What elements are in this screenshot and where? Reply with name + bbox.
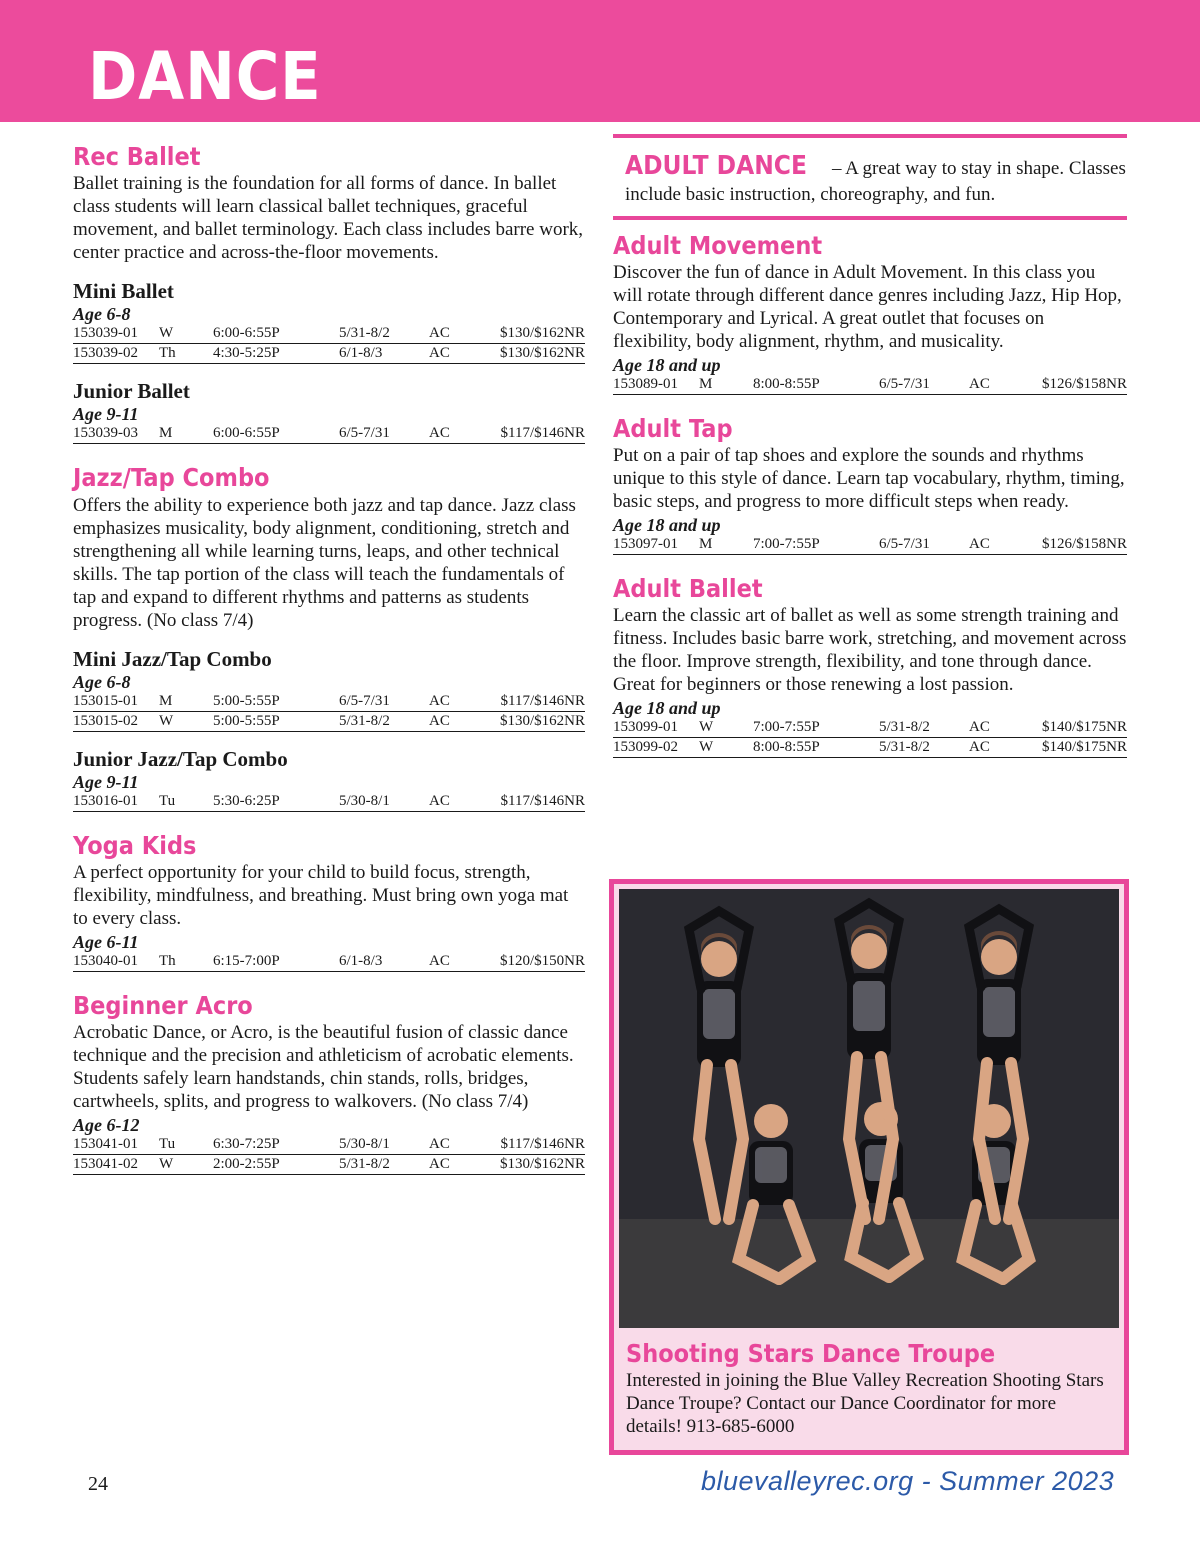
age-range: Age 9-11: [73, 771, 139, 792]
course-number: 153015-02: [73, 712, 138, 729]
section-title: Jazz/Tap Combo: [73, 463, 270, 493]
schedule-row: [73, 692, 585, 712]
troupe-caption: [626, 1338, 1116, 1438]
course-number: 153039-01: [73, 325, 138, 342]
fee: $140/$175NR: [1041, 739, 1127, 756]
time: 8:00-8:55P: [753, 739, 820, 756]
day: M: [699, 536, 713, 552]
time: 6:15-7:00P: [213, 952, 280, 969]
schedule-row: [613, 718, 1127, 738]
course-number: 153041-01: [73, 1136, 138, 1152]
location: AC: [429, 345, 450, 362]
age-range: Age 18 and up: [613, 354, 721, 375]
troupe-title: Shooting Stars Dance Troupe: [626, 1339, 996, 1368]
fee: $126/$158NR: [1041, 375, 1127, 392]
course-number: 153039-02: [73, 345, 138, 362]
class-section: [73, 462, 585, 811]
day: Th: [159, 952, 176, 969]
age-range: Age 9-11: [73, 404, 139, 425]
fee: $120/$150NR: [499, 952, 585, 969]
class-section: [613, 413, 1127, 555]
dates: 6/5-7/31: [339, 425, 390, 442]
location: AC: [429, 712, 450, 729]
age-range: Age 6-8: [73, 671, 131, 692]
time: 6:30-7:25P: [213, 1136, 280, 1152]
location: AC: [969, 719, 990, 736]
right-column: [613, 134, 1127, 776]
location: AC: [969, 536, 990, 552]
section-title: Adult Ballet: [613, 574, 763, 603]
class-group-title: Mini Jazz/Tap Combo: [73, 646, 272, 671]
class-section: [73, 141, 585, 444]
day: Tu: [159, 1136, 176, 1152]
age-range: Age 6-8: [73, 304, 131, 325]
fee: $117/$146NR: [500, 792, 585, 809]
section-title: Rec Ballet: [73, 142, 201, 171]
fee: $140/$175NR: [1041, 719, 1127, 736]
schedule-row: [73, 1135, 585, 1155]
schedule-row: [73, 324, 585, 344]
schedule-row: [73, 424, 585, 444]
fee: $126/$158NR: [1041, 536, 1127, 552]
course-number: 153015-01: [73, 692, 138, 709]
day: W: [699, 739, 714, 756]
location: AC: [429, 692, 450, 709]
troupe-feature: [609, 879, 1129, 1455]
location: AC: [969, 739, 990, 756]
dates: 5/31-8/2: [339, 1156, 390, 1172]
page-title: DANCE: [88, 38, 322, 115]
class-group-title: Junior Jazz/Tap Combo: [73, 746, 288, 771]
class-group-title: Mini Ballet: [73, 279, 174, 304]
time: 6:00-6:55P: [213, 425, 280, 442]
course-number: 153040-01: [73, 952, 138, 969]
page-number: 24: [88, 1473, 108, 1495]
time: 8:00-8:55P: [753, 375, 820, 392]
time: 2:00-2:55P: [213, 1156, 280, 1172]
course-number: 153099-02: [613, 739, 678, 756]
fee: $130/$162NR: [499, 345, 585, 362]
time: 4:30-5:25P: [213, 345, 280, 362]
location: AC: [969, 375, 990, 392]
location: AC: [429, 952, 450, 969]
course-number: 153016-01: [73, 792, 138, 809]
fee: $130/$162NR: [499, 712, 585, 729]
schedule-row: [73, 792, 585, 812]
schedule-row: [73, 712, 585, 732]
dates: 6/1-8/3: [339, 345, 383, 362]
schedule-row: [73, 952, 585, 972]
time: 6:00-6:55P: [213, 325, 280, 342]
dates: 5/31-8/2: [879, 739, 930, 756]
section-description: Discover the fun of dance in Adult Movement. In this class you will rotate through different dance genres including Jazz, Hip Hop, Contemporary and Lyrical. A great outlet that focuses on flexibility, body alignment, rhythm, and musicality.: [613, 261, 1122, 352]
left-column: [73, 141, 585, 1193]
day: W: [159, 712, 174, 729]
dates: 6/5-7/31: [339, 692, 390, 709]
class-section: [73, 830, 585, 972]
schedule-row: [73, 1155, 585, 1175]
course-number: 153099-01: [613, 719, 678, 736]
day: Th: [159, 345, 176, 362]
time: 5:00-5:55P: [213, 712, 280, 729]
age-range: Age 6-11: [73, 931, 139, 952]
day: W: [699, 719, 714, 736]
schedule-row: [613, 535, 1127, 555]
day: M: [159, 425, 173, 442]
class-section: [73, 990, 585, 1175]
dates: 6/1-8/3: [339, 952, 383, 969]
section-title: Beginner Acro: [73, 990, 253, 1020]
day: M: [159, 692, 173, 709]
section-description: Offers the ability to experience both jazz and tap dance. Jazz class emphasizes musicality, body alignment, conditioning, stretch and strengthening all while learning turns, leaps, and other technical skills. The tap portion of the class will teach the fundamentals of tap and expand to different rhythms and patterns as students progress. (No class 7/4): [73, 494, 576, 631]
location: AC: [429, 325, 450, 342]
age-range: Age 6-12: [73, 1115, 140, 1135]
section-description: A perfect opportunity for your child to build focus, strength, flexibility, mindfulness, and breathing. Must bring own yoga mat to every class.: [73, 861, 569, 929]
dates: 5/31-8/2: [339, 712, 390, 729]
section-description: Acrobatic Dance, or Acro, is the beautiful fusion of classic dance technique and the precision and athleticism of acrobatic elements. Students safely learn handstands, chin stands, rolls, bridges, cartwheels, splits, and progress to walkovers. (No class 7/4): [73, 1022, 574, 1112]
section-title: Yoga Kids: [73, 830, 197, 860]
schedule-row: [613, 375, 1127, 395]
fee: $117/$146NR: [500, 692, 585, 709]
time: 7:00-7:55P: [753, 536, 820, 552]
time: 5:30-6:25P: [213, 792, 280, 809]
adult-dance-title: ADULT DANCE: [625, 151, 807, 181]
day: W: [159, 1156, 174, 1172]
day: Tu: [159, 792, 176, 809]
dance-troupe-photo: [619, 889, 1119, 1328]
section-description: Ballet training is the foundation for all forms of dance. In ballet class students will learn classical ballet techniques, graceful movement, and ballet terminology. Each class includes barre work, center practice and across-the-floor movements.: [73, 173, 584, 264]
fee: $117/$146NR: [500, 425, 585, 442]
dates: 5/30-8/1: [339, 792, 390, 809]
footer-site: bluevalleyrec.org - Summer 2023: [701, 1466, 1115, 1496]
class-section: [613, 573, 1127, 758]
dates: 5/31-8/2: [879, 719, 930, 736]
course-number: 153089-01: [613, 375, 678, 392]
dancers-illustration: [619, 889, 1119, 1328]
adult-dance-intro: [613, 134, 1127, 220]
age-range: Age 18 and up: [613, 698, 721, 719]
schedule-row: [613, 738, 1127, 758]
location: AC: [429, 792, 450, 809]
dates: 5/31-8/2: [339, 325, 390, 342]
location: AC: [429, 1156, 450, 1172]
location: AC: [429, 425, 450, 442]
section-description: Learn the classic art of ballet as well as some strength training and fitness. Includes basic barre work, stretching, and movement across the floor. Improve strength, flexibility, and tone through dance. Great for beginners or those renewing a lost passion.: [613, 605, 1127, 696]
dates: 6/5-7/31: [879, 536, 930, 552]
course-number: 153097-01: [613, 536, 678, 552]
dates: 5/30-8/1: [339, 1136, 390, 1152]
section-title: Adult Tap: [613, 413, 733, 443]
time: 7:00-7:55P: [753, 719, 820, 736]
day: W: [159, 325, 174, 342]
course-number: 153041-02: [73, 1156, 138, 1172]
location: AC: [429, 1136, 450, 1152]
header-banner: [0, 0, 1200, 122]
age-range: Age 18 and up: [613, 515, 721, 535]
time: 5:00-5:55P: [213, 692, 280, 709]
fee: $117/$146NR: [500, 1136, 585, 1152]
class-section: [613, 230, 1127, 395]
schedule-row: [73, 344, 585, 364]
fee: $130/$162NR: [499, 1156, 585, 1172]
course-number: 153039-03: [73, 425, 138, 442]
section-description: Put on a pair of tap shoes and explore the sounds and rhythms unique to this style of dance. Learn tap vocabulary, rhythm, timing, basic steps, and progress to more difficult steps when ready.: [613, 445, 1125, 512]
fee: $130/$162NR: [499, 325, 585, 342]
day: M: [699, 375, 713, 392]
class-group-title: Junior Ballet: [73, 379, 190, 404]
adult-dance-text: – A great way to stay in shape. Classes include basic instruction, choreography, and fun.: [625, 158, 1126, 205]
section-title: Adult Movement: [613, 230, 823, 260]
troupe-text: Interested in joining the Blue Valley Recreation Shooting Stars Dance Troupe? Contact our Dance Coordinator for more details! 913-685-6000: [626, 1370, 1104, 1438]
dates: 6/5-7/31: [879, 375, 930, 392]
